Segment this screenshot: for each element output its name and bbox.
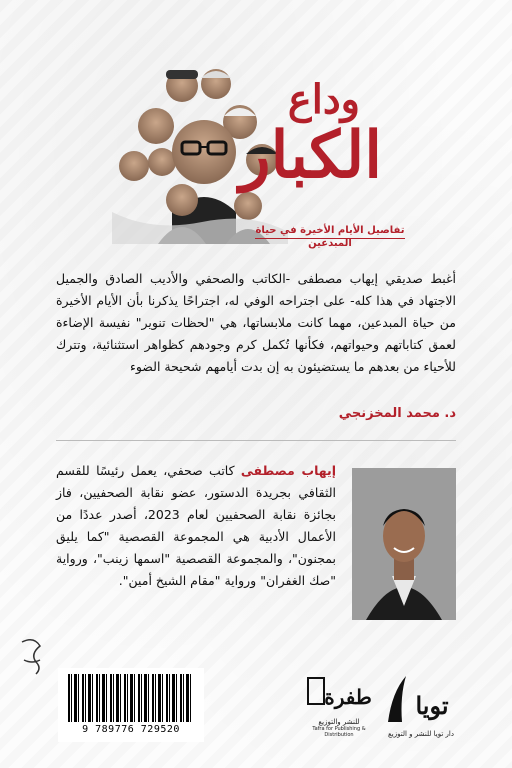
toya-logo-icon (384, 670, 458, 726)
title-line-1: وداع (287, 76, 360, 123)
author-photo (352, 468, 456, 620)
signature-icon (16, 632, 46, 682)
publisher-toya (384, 670, 458, 748)
toya-logo-text: تويا (415, 691, 449, 720)
signature-mark (16, 632, 46, 682)
tafra-name: للنشر والتوزيع (318, 718, 360, 726)
tafra-logo-text: طفرة (324, 685, 372, 709)
author-portrait (352, 468, 456, 620)
blurb-quote: أغبط صديقي إيهاب مصطفى -الكاتب والصحفي والأديب الصادق والجميل الاجتهاد في هذا كله- على اجتراحه الوفي له، اجتراحًا يذكرنا بأن الأيام الأخيرة من حياة المبدعين، مهما كانت ملابساتها، هي "لحظات تنوير" نفيسة الإضاءة لعمق كتاباتهم وحيواتهم، فكأنها تُكمل كرم وجودهم كظواهر استثنائية، وتترك للأحياء من بعدهم ما يستضيئون به إن بدت أيامهم شحيحة الضوء (56, 271, 456, 374)
quote-signature: د. محمد المخزنجي (338, 406, 456, 421)
author-bio-text: كاتب صحفي، يعمل رئيسًا للقسم الثقافي بجريدة الدستور، عضو نقابة الصحفيين، فاز بجائزة نقابة الصحفيين لعام 2023، أصدر عددًا من الأعمال الأدبية هي المجموعة القصصية "كما يليق بمجنون"، والمجموعة القصصية "اسمها زينب"، ورواية "صك الغفران" ورواية "مقام الشيخ أمين". (56, 463, 336, 588)
section-divider (56, 440, 456, 441)
author-name: إيهاب مصطفى (240, 463, 336, 478)
isbn-barcode (58, 668, 204, 742)
barcode-bars (68, 674, 194, 722)
tafra-english-name: Tafra for Publishing & Distribution (312, 726, 366, 738)
title-line-2: الكبار (239, 118, 382, 193)
isbn-number: 9 789776 729520 (82, 724, 180, 735)
publisher-tafra (304, 674, 374, 746)
book-title (239, 76, 396, 220)
author-bio (56, 460, 336, 592)
book-subtitle: تفاصيل الأيام الأخيرة في حياة المبدعين (255, 225, 405, 249)
tafra-logo-icon (304, 674, 374, 714)
toya-name: دار تويا للنشر و التوزيع (388, 730, 454, 738)
